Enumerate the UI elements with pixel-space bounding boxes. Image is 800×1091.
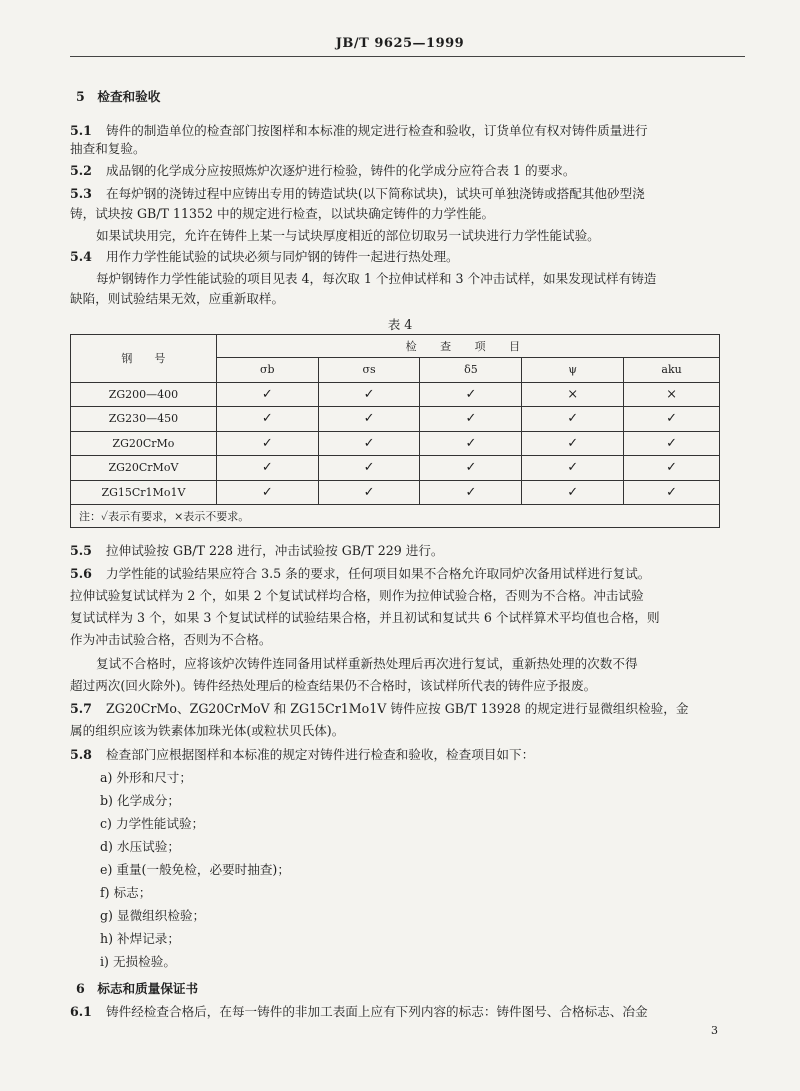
grade-cell: ZG230—450 <box>71 407 217 432</box>
subcol-header: δ5 <box>420 358 522 383</box>
clause-5-4-para2: 每炉钢铸作力学性能试验的项目见表 4，每次取 1 个拉伸试样和 3 个冲击试样，如果发现试样有铸造 <box>96 271 657 286</box>
clause-number: 5.8 <box>70 747 92 762</box>
list-item: b) 化学成分； <box>100 793 180 808</box>
mark-cell: ✓ <box>522 480 624 505</box>
mark-cell: ✓ <box>522 407 624 432</box>
clause-5-6-para2-cont: 超过两次(回火除外)。铸件经热处理后的检查结果仍不合格时，该试样所代表的铸件应予报废。 <box>70 678 597 693</box>
clause-5-5 <box>70 542 444 560</box>
section-6-heading: 6 标志和质量保证书 <box>76 981 199 996</box>
mark-cell: ✓ <box>420 431 522 456</box>
mark-cell: ✓ <box>624 407 720 432</box>
list-item: g) 显微组织检验； <box>100 908 206 923</box>
clause-text: 铸件经检查合格后，在每一铸件的非加工表面上应有下列内容的标志：铸件图号、合格标志、冶金 <box>106 1004 648 1019</box>
clause-number: 5.1 <box>70 123 92 138</box>
mark-cell: ✓ <box>624 480 720 505</box>
mark-cell: ✓ <box>420 456 522 481</box>
mark-cell: ✓ <box>318 480 420 505</box>
clause-text: 成品钢的化学成分应按照炼炉次逐炉进行检验，铸件的化学成分应符合表 1 的要求。 <box>106 163 576 178</box>
subcol-header: σs <box>318 358 420 383</box>
clause-5-6-cont: 作为冲击试验合格，否则为不合格。 <box>70 632 272 647</box>
list-item: e) 重量(一般免检，必要时抽查)； <box>100 862 290 877</box>
list-item: c) 力学性能试验； <box>100 816 205 831</box>
clause-5-7 <box>70 700 688 718</box>
clause-5-8 <box>70 746 534 764</box>
table-note: 注：✓表示有要求，×表示不要求。 <box>71 505 720 528</box>
clause-number: 5.3 <box>70 186 92 201</box>
mark-cell: ✓ <box>216 431 318 456</box>
clause-number: 5.2 <box>70 163 92 178</box>
table-row <box>71 407 720 432</box>
table-row <box>71 456 720 481</box>
clause-5-1 <box>70 122 648 140</box>
col-header-group: 检 查 项 目 <box>216 335 719 358</box>
clause-text: 铸件的制造单位的检查部门按图样和本标准的规定进行检查和验收，订货单位有权对铸件质量进行 <box>106 123 648 138</box>
col-header-grade: 钢 号 <box>71 335 217 383</box>
mark-cell: ✓ <box>318 407 420 432</box>
grade-cell: ZG15Cr1Mo1V <box>71 480 217 505</box>
section-5-heading: 5 检查和验收 <box>76 89 161 104</box>
list-item: a) 外形和尺寸； <box>100 770 192 785</box>
grade-cell: ZG200—400 <box>71 382 217 407</box>
mark-cell: ✓ <box>318 382 420 407</box>
table-row <box>71 431 720 456</box>
clause-number: 5.5 <box>70 543 92 558</box>
clause-5-3-para2: 如果试块用完，允许在铸件上某一与试块厚度相近的部位切取另一试块进行力学性能试验。 <box>96 228 600 243</box>
clause-number: 5.7 <box>70 701 92 716</box>
clause-5-6-para2: 复试不合格时，应将该炉次铸件连同备用试样重新热处理后再次进行复试，重新热处理的次数不得 <box>96 656 638 671</box>
subcol-header: σb <box>216 358 318 383</box>
mark-cell: ✓ <box>318 431 420 456</box>
clause-text: 力学性能的试验结果应符合 3.5 条的要求，任何项目如果不合格允许取同炉次备用试样进行复试。 <box>106 566 651 581</box>
grade-cell: ZG20CrMo <box>71 431 217 456</box>
mark-cell: ✓ <box>420 407 522 432</box>
mark-cell: ✓ <box>522 456 624 481</box>
clause-5-1-cont: 抽查和复验。 <box>70 141 146 156</box>
subcol-header: ψ <box>522 358 624 383</box>
mark-cell: ✓ <box>624 456 720 481</box>
clause-text: 用作力学性能试验的试块必须与同炉钢的铸件一起进行热处理。 <box>106 249 459 264</box>
clause-number: 5.4 <box>70 249 92 264</box>
clause-text: 检查部门应根据图样和本标准的规定对铸件进行检查和验收，检查项目如下： <box>106 747 535 762</box>
clause-5-2 <box>70 162 575 180</box>
page-number: 3 <box>711 1024 718 1037</box>
clause-number: 6.1 <box>70 1004 92 1019</box>
table-row <box>71 382 720 407</box>
mark-cell: ✓ <box>216 480 318 505</box>
list-item: i) 无损检验。 <box>100 954 176 969</box>
mark-cell: × <box>624 382 720 407</box>
subcol-header: aku <box>624 358 720 383</box>
mark-cell: ✓ <box>318 456 420 481</box>
grade-cell: ZG20CrMoV <box>71 456 217 481</box>
clause-5-4 <box>70 248 459 266</box>
mark-cell: ✓ <box>624 431 720 456</box>
clause-text: 在每炉钢的浇铸过程中应铸出专用的铸造试块(以下简称试块)，试块可单独浇铸或搭配其他砂型浇 <box>106 186 645 201</box>
clause-5-3-cont: 铸，试块按 GB/T 11352 中的规定进行检查，以试块确定铸件的力学性能。 <box>70 206 495 221</box>
mark-cell: ✓ <box>216 456 318 481</box>
table-4 <box>70 334 720 528</box>
table-row <box>71 480 720 505</box>
clause-text: ZG20CrMo、ZG20CrMoV 和 ZG15Cr1Mo1V 铸件应按 GB/T 13928 的规定进行显微组织检验，金 <box>106 701 689 716</box>
mark-cell: ✓ <box>216 382 318 407</box>
clause-5-7-cont: 属的组织应该为铁素体加珠光体(或粒状贝氏体)。 <box>70 723 345 738</box>
clause-6-1 <box>70 1003 648 1021</box>
clause-5-6-cont: 拉伸试验复试试样为 2 个，如果 2 个复试试样均合格，则作为拉伸试验合格，否则为不合格。冲击试验 <box>70 588 644 603</box>
clause-5-4-para2-cont: 缺陷，则试验结果无效，应重新取样。 <box>70 291 285 306</box>
mark-cell: × <box>522 382 624 407</box>
mark-cell: ✓ <box>522 431 624 456</box>
mark-cell: ✓ <box>420 382 522 407</box>
clause-5-3 <box>70 185 645 203</box>
list-item: h) 补焊记录； <box>100 931 180 946</box>
clause-5-6 <box>70 565 650 583</box>
clause-5-6-cont: 复试试样为 3 个，如果 3 个复试试样的试验结果合格，并且初试和复试共 6 个试样算术平均值也合格，则 <box>70 610 660 625</box>
clause-number: 5.6 <box>70 566 92 581</box>
header-rule <box>70 56 745 57</box>
mark-cell: ✓ <box>420 480 522 505</box>
list-item: d) 水压试验； <box>100 839 180 854</box>
mark-cell: ✓ <box>216 407 318 432</box>
running-header: JB/T 9625—1999 <box>335 36 465 51</box>
list-item: f) 标志； <box>100 885 152 900</box>
table-4-caption: 表 4 <box>387 317 413 332</box>
clause-text: 拉伸试验按 GB/T 228 进行，冲击试验按 GB/T 229 进行。 <box>106 543 444 558</box>
